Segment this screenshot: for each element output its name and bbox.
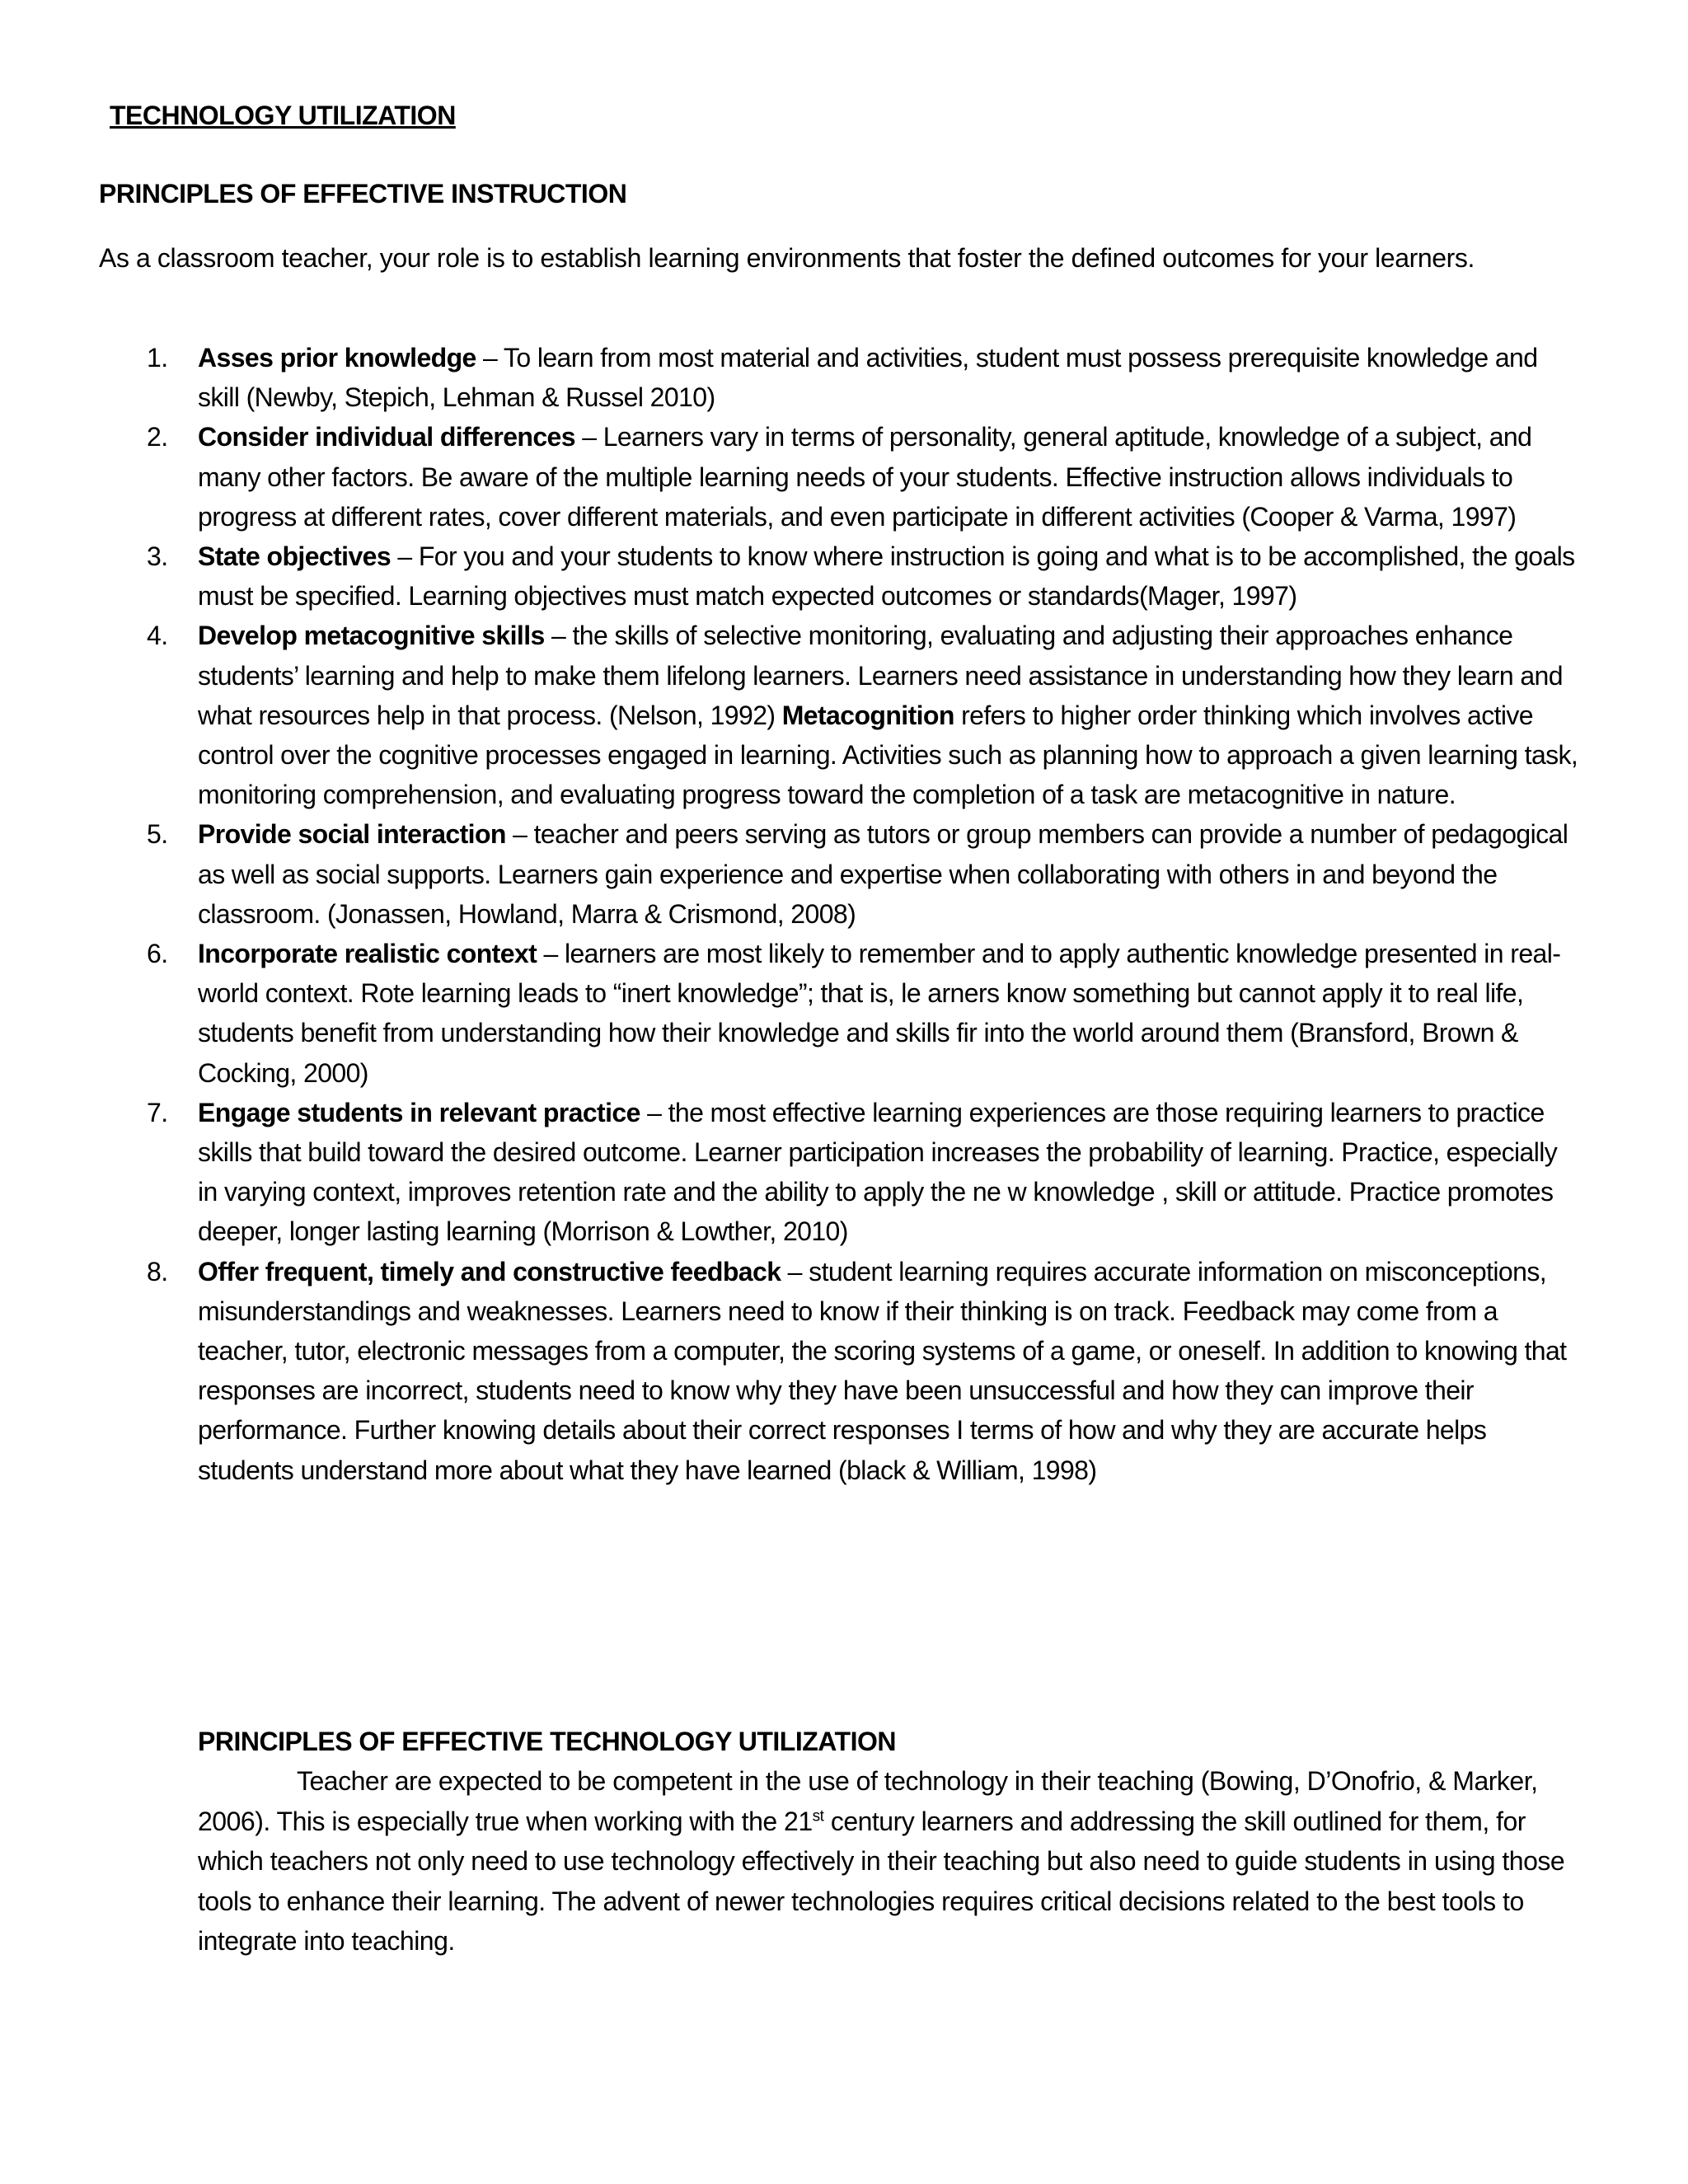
- technology-paragraph-part1: Teacher are expected to be competent in the use of technology in their teaching (Bowing, D’Onofrio, & Marker, 2006). This is especially true when working with the 21: [198, 1766, 1538, 1836]
- list-item: [147, 616, 1582, 814]
- list-number: 3.: [147, 541, 168, 572]
- principle-term: Engage students in relevant practice: [198, 1097, 640, 1127]
- document-title: TECHNOLOGY UTILIZATION: [110, 101, 456, 130]
- principle-term: Asses prior knowledge: [198, 343, 476, 373]
- principle-term: Incorporate realistic context: [198, 939, 537, 969]
- principle-text: – Learners vary in terms of personality, general aptitude, knowledge of a subject, and many other factors. Be aware of the multiple learning needs of your students. Effective instruction allows individuals to progress at different rates, cover different materials, and even participate in different activities (Cooper & Varma, 1997): [198, 422, 1532, 532]
- list-number: 1.: [147, 343, 168, 373]
- principles-list: [147, 338, 1582, 1490]
- ordinal-superscript: st: [812, 1807, 824, 1825]
- list-number: 7.: [147, 1097, 168, 1127]
- principle-term: Develop metacognitive skills: [198, 621, 545, 651]
- section-heading-technology: PRINCIPLES OF EFFECTIVE TECHNOLOGY UTILIZATION: [198, 1727, 896, 1756]
- principle-text: – the skills of selective monitoring, evaluating and adjusting their approaches enhance students’ learning and help to make them lifelong learners. Learners need assistance in understanding how they learn and what resources help in that process. (Nelson, 1992): [198, 621, 1563, 730]
- principle-inline-term: Metacognition: [781, 700, 954, 730]
- list-item: [147, 338, 1582, 417]
- principle-term: Provide social interaction: [198, 819, 506, 850]
- list-number: 4.: [147, 621, 168, 651]
- list-item: [147, 934, 1582, 1093]
- technology-paragraph-part2: century learners and addressing the skill outlined for them, for which teachers not only need to use technology effectively in their teaching but also need to guide students in using those tools to enhance their learning. The advent of newer technologies requires critical decisions related to the best tools to integrate into teaching.: [198, 1806, 1565, 1956]
- section-heading-instruction: PRINCIPLES OF EFFECTIVE INSTRUCTION: [99, 179, 627, 209]
- technology-section: [198, 1722, 1582, 1961]
- technology-paragraph: [198, 1761, 1582, 1961]
- intro-paragraph: As a classroom teacher, your role is to establish learning environments that foster the defined outcomes for your learners.: [99, 243, 1475, 273]
- list-item: [147, 1252, 1582, 1490]
- list-number: 8.: [147, 1256, 168, 1286]
- principle-text: – the most effective learning experiences are those requiring learners to practice skills that build toward the desired outcome. Learner participation increases the probability of learning. Practice, especially in varying context, improves retention rate and the ability to apply the ne w knowledge , skill or attitude. Practice promotes deeper, longer lasting learning (Morrison & Lowther, 2010): [198, 1097, 1558, 1247]
- principle-text: – student learning requires accurate information on misconceptions, misunderstandings and weaknesses. Learners need to know if their thinking is on track. Feedback may come from a teacher, tutor, electronic messages from a computer, the scoring systems of a game, or oneself. In addition to knowing that responses are incorrect, students need to know why they have been unsuccessful and how they can improve their performance. Further knowing details about their correct responses I terms of how and why they are accurate helps students understand more about what they have learned (black & William, 1998): [198, 1256, 1567, 1485]
- list-item: [147, 537, 1582, 616]
- list-number: 2.: [147, 422, 168, 452]
- principle-term: Consider individual differences: [198, 422, 575, 452]
- list-item: [147, 814, 1582, 934]
- principle-text: – teacher and peers serving as tutors or group members can provide a number of pedagogical as well as social supports. Learners gain experience and expertise when collaborating with others in and beyond the classroom. (Jonassen, Howland, Marra & Crismond, 2008): [198, 819, 1568, 929]
- list-number: 5.: [147, 819, 168, 850]
- principle-text: – learners are most likely to remember and to apply authentic knowledge presented in real-world context. Rote learning leads to “inert knowledge”; that is, le arners know something but cannot apply it to real life, students benefit from understanding how their knowledge and skills fir into the world around them (Bransford, Brown & Cocking, 2000): [198, 939, 1561, 1088]
- principle-term: State objectives: [198, 541, 392, 572]
- principle-term: Offer frequent, timely and constructive feedback: [198, 1256, 781, 1286]
- principle-text: – To learn from most material and activities, student must possess prerequisite knowledge and skill (Newby, Stepich, Lehman & Russel 2010): [198, 343, 1538, 413]
- principle-text-after: refers to higher order thinking which involves active control over the cognitive processes engaged in learning. Activities such as planning how to approach a given learning task, monitoring comprehension, and evaluating progress toward the completion of a task are metacognitive in nature.: [198, 700, 1578, 810]
- list-item: [147, 1093, 1582, 1252]
- list-item: [147, 417, 1582, 537]
- principle-text: – For you and your students to know where instruction is going and what is to be accomplished, the goals must be specified. Learning objectives must match expected outcomes or standards(Mager, 1997): [198, 541, 1575, 612]
- list-number: 6.: [147, 939, 168, 969]
